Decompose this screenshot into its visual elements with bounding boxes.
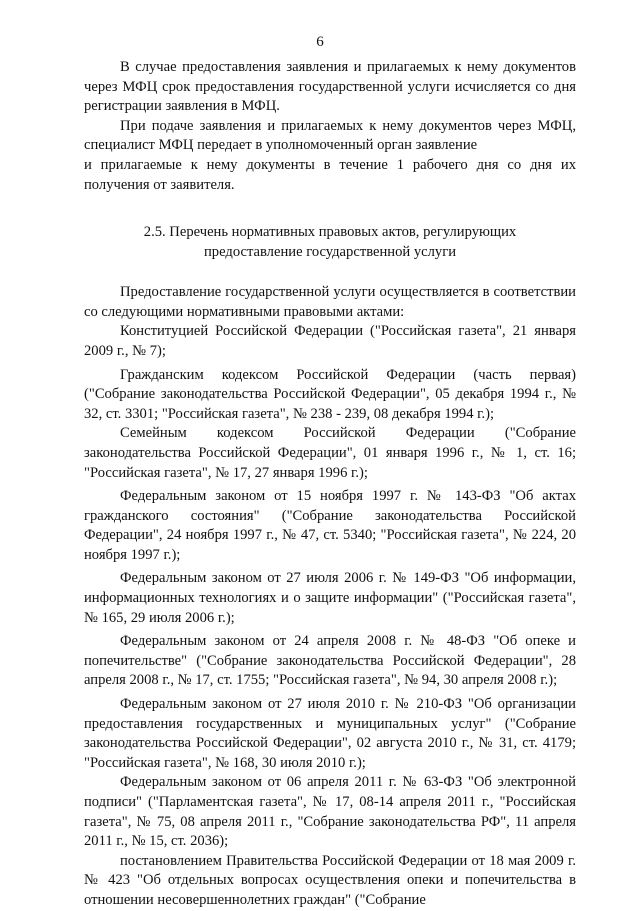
page-number: 6	[316, 34, 324, 50]
document-body	[84, 58, 576, 911]
paragraph-resolution-423: постановлением Правительства Российской Федерации от 18 мая 2009 г. № 423 "Об отдельных вопросах осуществления опеки и попечительства в отношении несовершеннолетних граждан" ("Собрание	[84, 852, 576, 908]
paragraph-mfc-transfer: При подаче заявления и прилагаемых к нему документов через МФЦ, специалист МФЦ передает в уполномоченный орган заявление	[84, 117, 576, 154]
paragraph-mfc-transfer-cont: и прилагаемые к нему документы в течение 1 рабочего дня со дня их получения от заявителя.	[84, 156, 576, 193]
section-heading-line1: 2.5. Перечень нормативных правовых актов, регулирующих	[143, 224, 517, 241]
paragraph-law-48: Федеральным законом от 24 апреля 2008 г. № 48-ФЗ "Об опеке и попечительстве" ("Собрание законодательства Российской Федерации", 28 апреля 2008 г., № 17, ст. 1755; "Российская газета", № 94, 30 апреля 2008 г.);	[84, 633, 576, 689]
paragraph-mfc-deadline: В случае предоставления заявления и прилагаемых к нему документов через МФЦ срок предоставления государственной услуги исчисляется со дня регистрации заявления в МФЦ.	[84, 59, 576, 115]
section-heading-line2: предоставление государственной услуги	[204, 244, 456, 261]
paragraph-civil-code: Гражданским кодексом Российской Федерации (часть первая) ("Собрание законодательства Российской Федерации", 05 декабря 1994 г., № 32, ст. 3301; "Российская газета", № 238 - 239, 08 декабря 1994 г.);	[84, 366, 576, 422]
paragraph-intro: Предоставление государственной услуги осуществляется в соответствии со следующими нормативными правовыми актами:	[84, 284, 576, 320]
paragraph-family-code: Семейным кодексом Российской Федерации ("Собрание законодательства Российской Федерации", 01 января 1996 г., № 1, ст. 16; "Российская газета", № 17, 27 января 1996 г.);	[84, 425, 576, 481]
paragraph-law-63: Федеральным законом от 06 апреля 2011 г. № 63-ФЗ "Об электронной подписи" ("Парламентская газета", № 17, 08-14 апреля 2011 г., "Российская газета", № 75, 08 апреля 2011 г., "Собрание законодательства РФ", 11 апреля 2011 г., № 15, ст. 2036);	[84, 774, 576, 850]
paragraph-law-143: Федеральным законом от 15 ноября 1997 г. № 143-ФЗ "Об актах гражданского состояния" ("Собрание законодательства Российской Федерации", 24 ноября 1997 г., № 47, ст. 5340; "Российская газета", № 224, 20 ноября 1997 г.);	[84, 488, 576, 563]
section-heading	[84, 222, 576, 262]
paragraph-law-149: Федеральным законом от 27 июля 2006 г. № 149-ФЗ "Об информации, информационных технологиях и о защите информации" ("Российская газета", № 165, 29 июля 2006 г.);	[84, 570, 576, 626]
paragraph-constitution: Конституцией Российской Федерации ("Российская газета", 21 января 2009 г., № 7);	[84, 323, 576, 359]
paragraph-law-210: Федеральным законом от 27 июля 2010 г. № 210-ФЗ "Об организации предоставления государственных и муниципальных услуг" ("Собрание законодательства Российской Федерации", 02 августа 2010 г., № 31, ст. 4179; "Российская газета", № 168, 30 июля 2010 г.);	[84, 696, 576, 771]
